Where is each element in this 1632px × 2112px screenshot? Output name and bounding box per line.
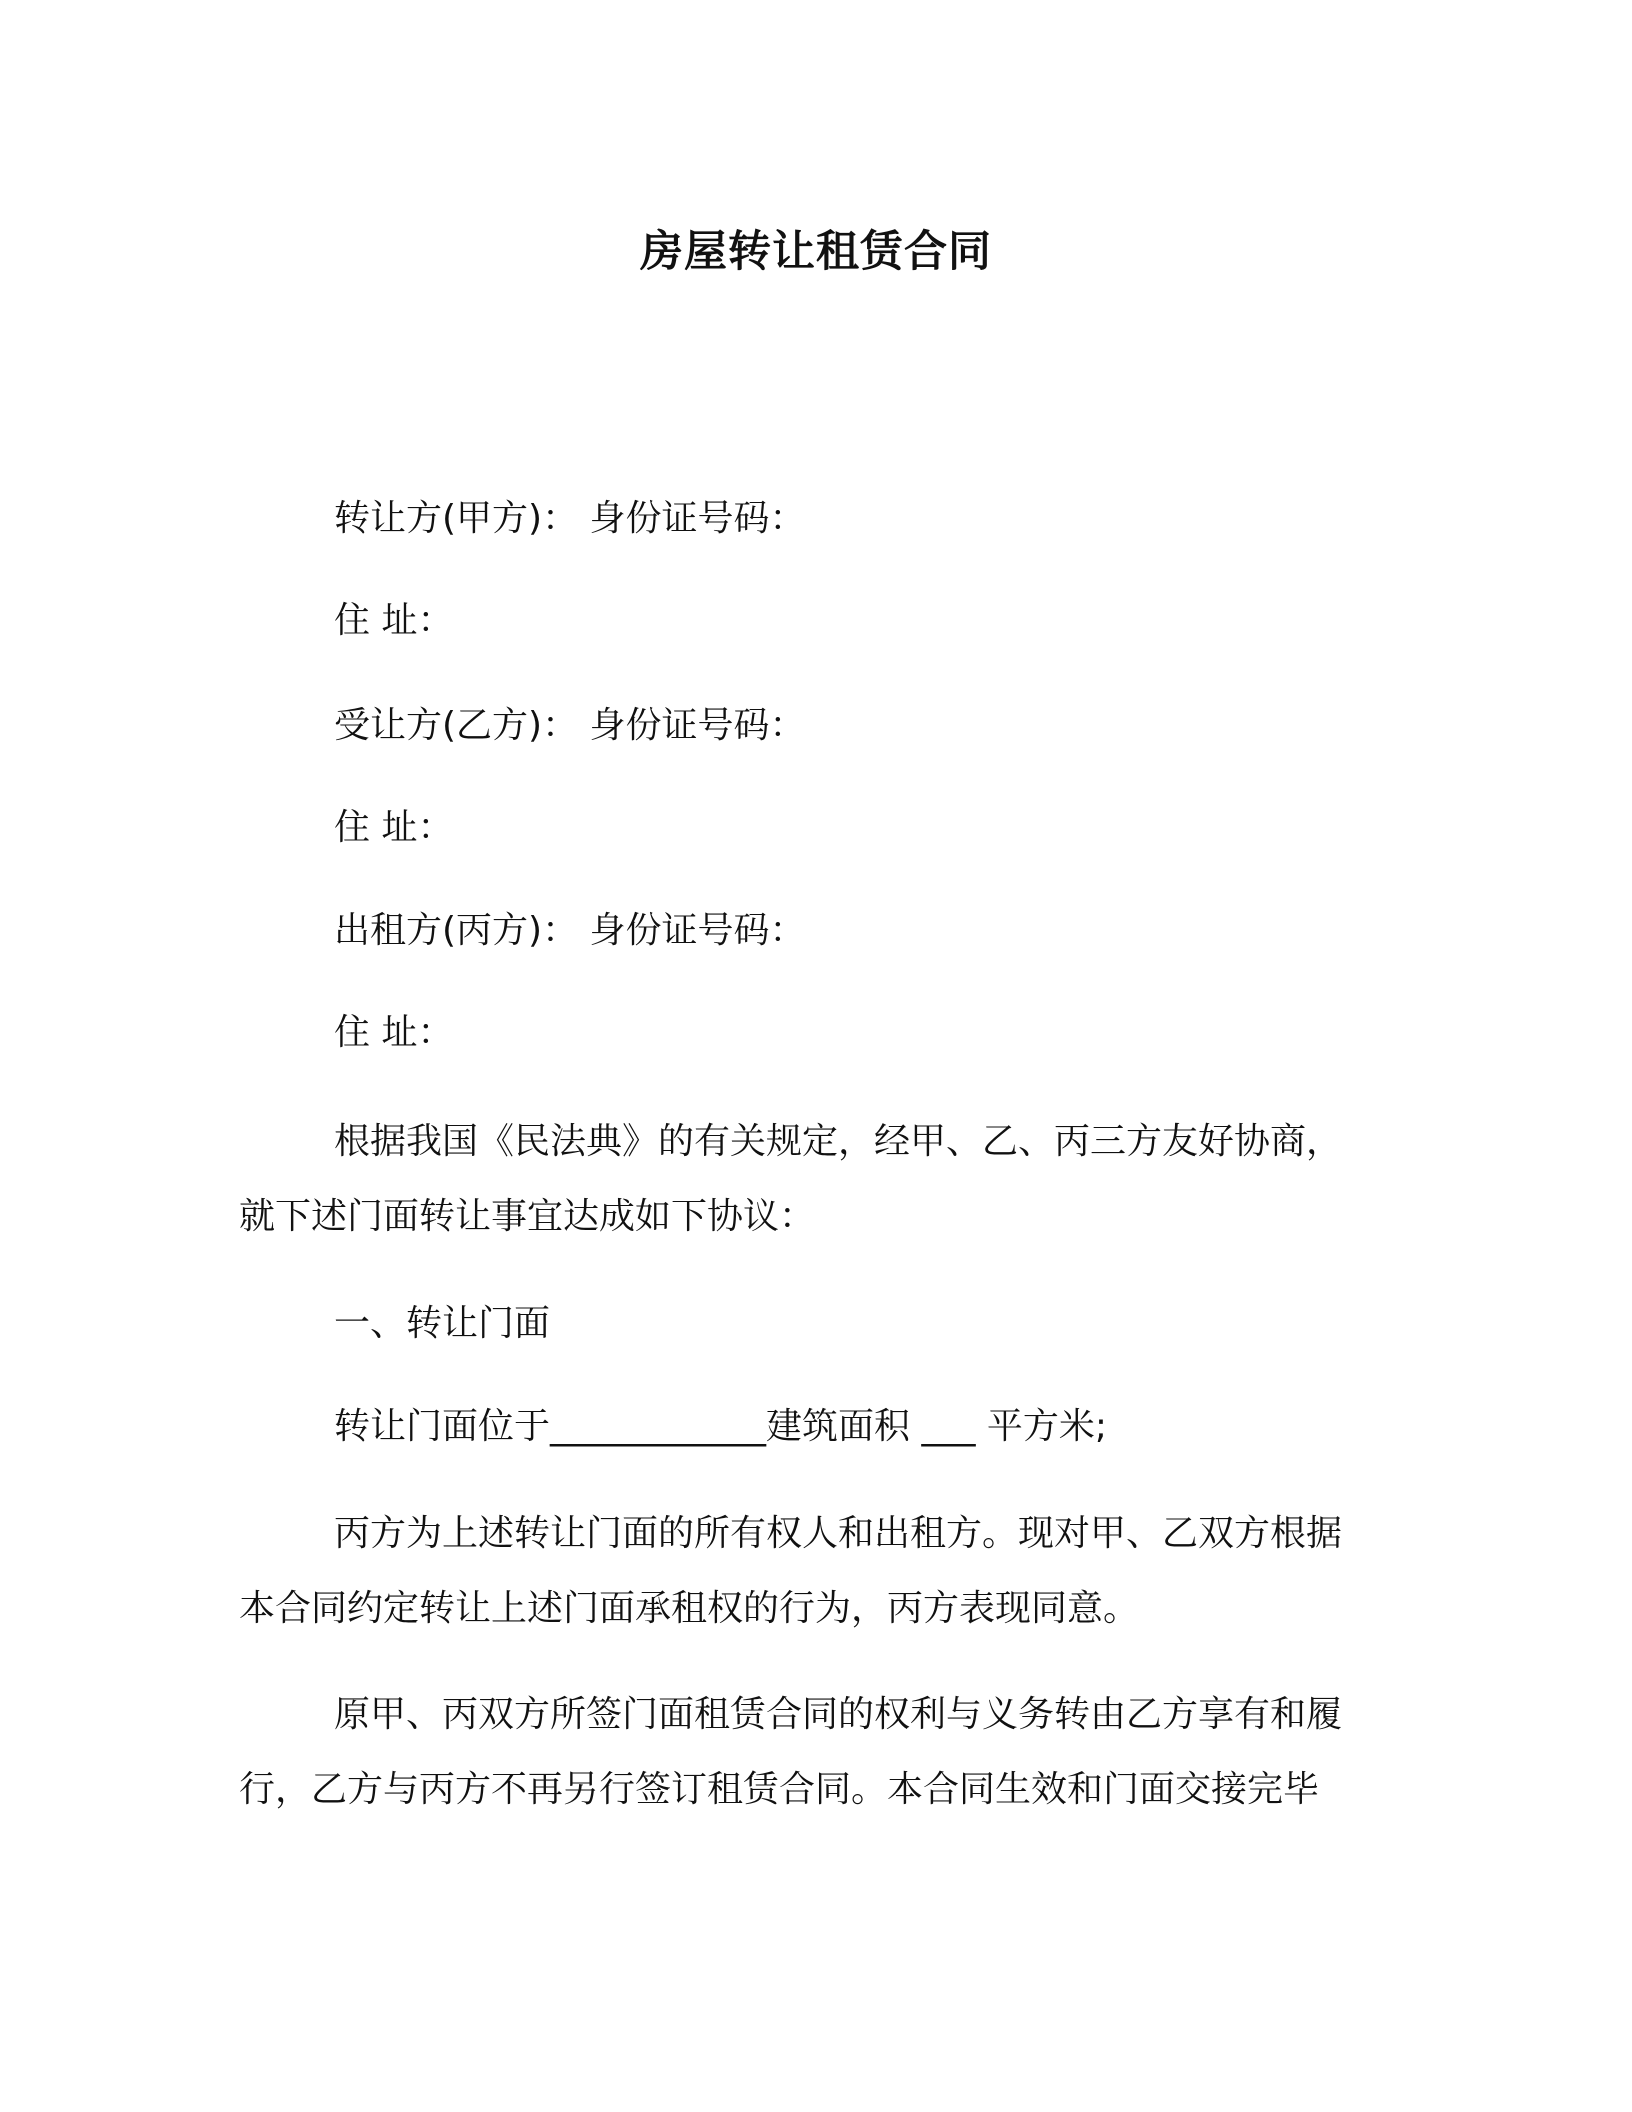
rights-line-1: 原甲、丙双方所签门面租赁合同的权利与义务转由乙方享有和履 xyxy=(334,1694,1343,1735)
section1-heading: 一、转让门面 xyxy=(334,1303,551,1344)
location-line: 转让门面位于____________建筑面积 ___ 平方米; xyxy=(334,1406,1108,1447)
party-c-line: 出租方(丙方)： 身份证号码： xyxy=(334,910,806,951)
rights-line-2: 行，乙方与丙方不再另行签订租赁合同。本合同生效和门面交接完毕 xyxy=(239,1769,1320,1810)
document-title: 房屋转让租赁合同 xyxy=(640,227,992,277)
preamble-line-2: 就下述门面转让事宜达成如下协议： xyxy=(239,1196,816,1237)
preamble-line-1: 根据我国《民法典》的有关规定，经甲、乙、丙三方友好协商， xyxy=(334,1121,1343,1162)
party-b-line: 受让方(乙方)： 身份证号码： xyxy=(334,705,806,746)
party-a-line: 转让方(甲方)： 身份证号码： xyxy=(334,498,806,539)
party-c-address-line: 住 址： xyxy=(334,1012,454,1053)
party-a-address-line: 住 址： xyxy=(334,600,454,641)
consent-line-1: 丙方为上述转让门面的所有权人和出租方。现对甲、乙双方根据 xyxy=(334,1513,1343,1554)
consent-line-2: 本合同约定转让上述门面承租权的行为，丙方表现同意。 xyxy=(239,1588,1140,1629)
party-b-address-line: 住 址： xyxy=(334,807,454,848)
